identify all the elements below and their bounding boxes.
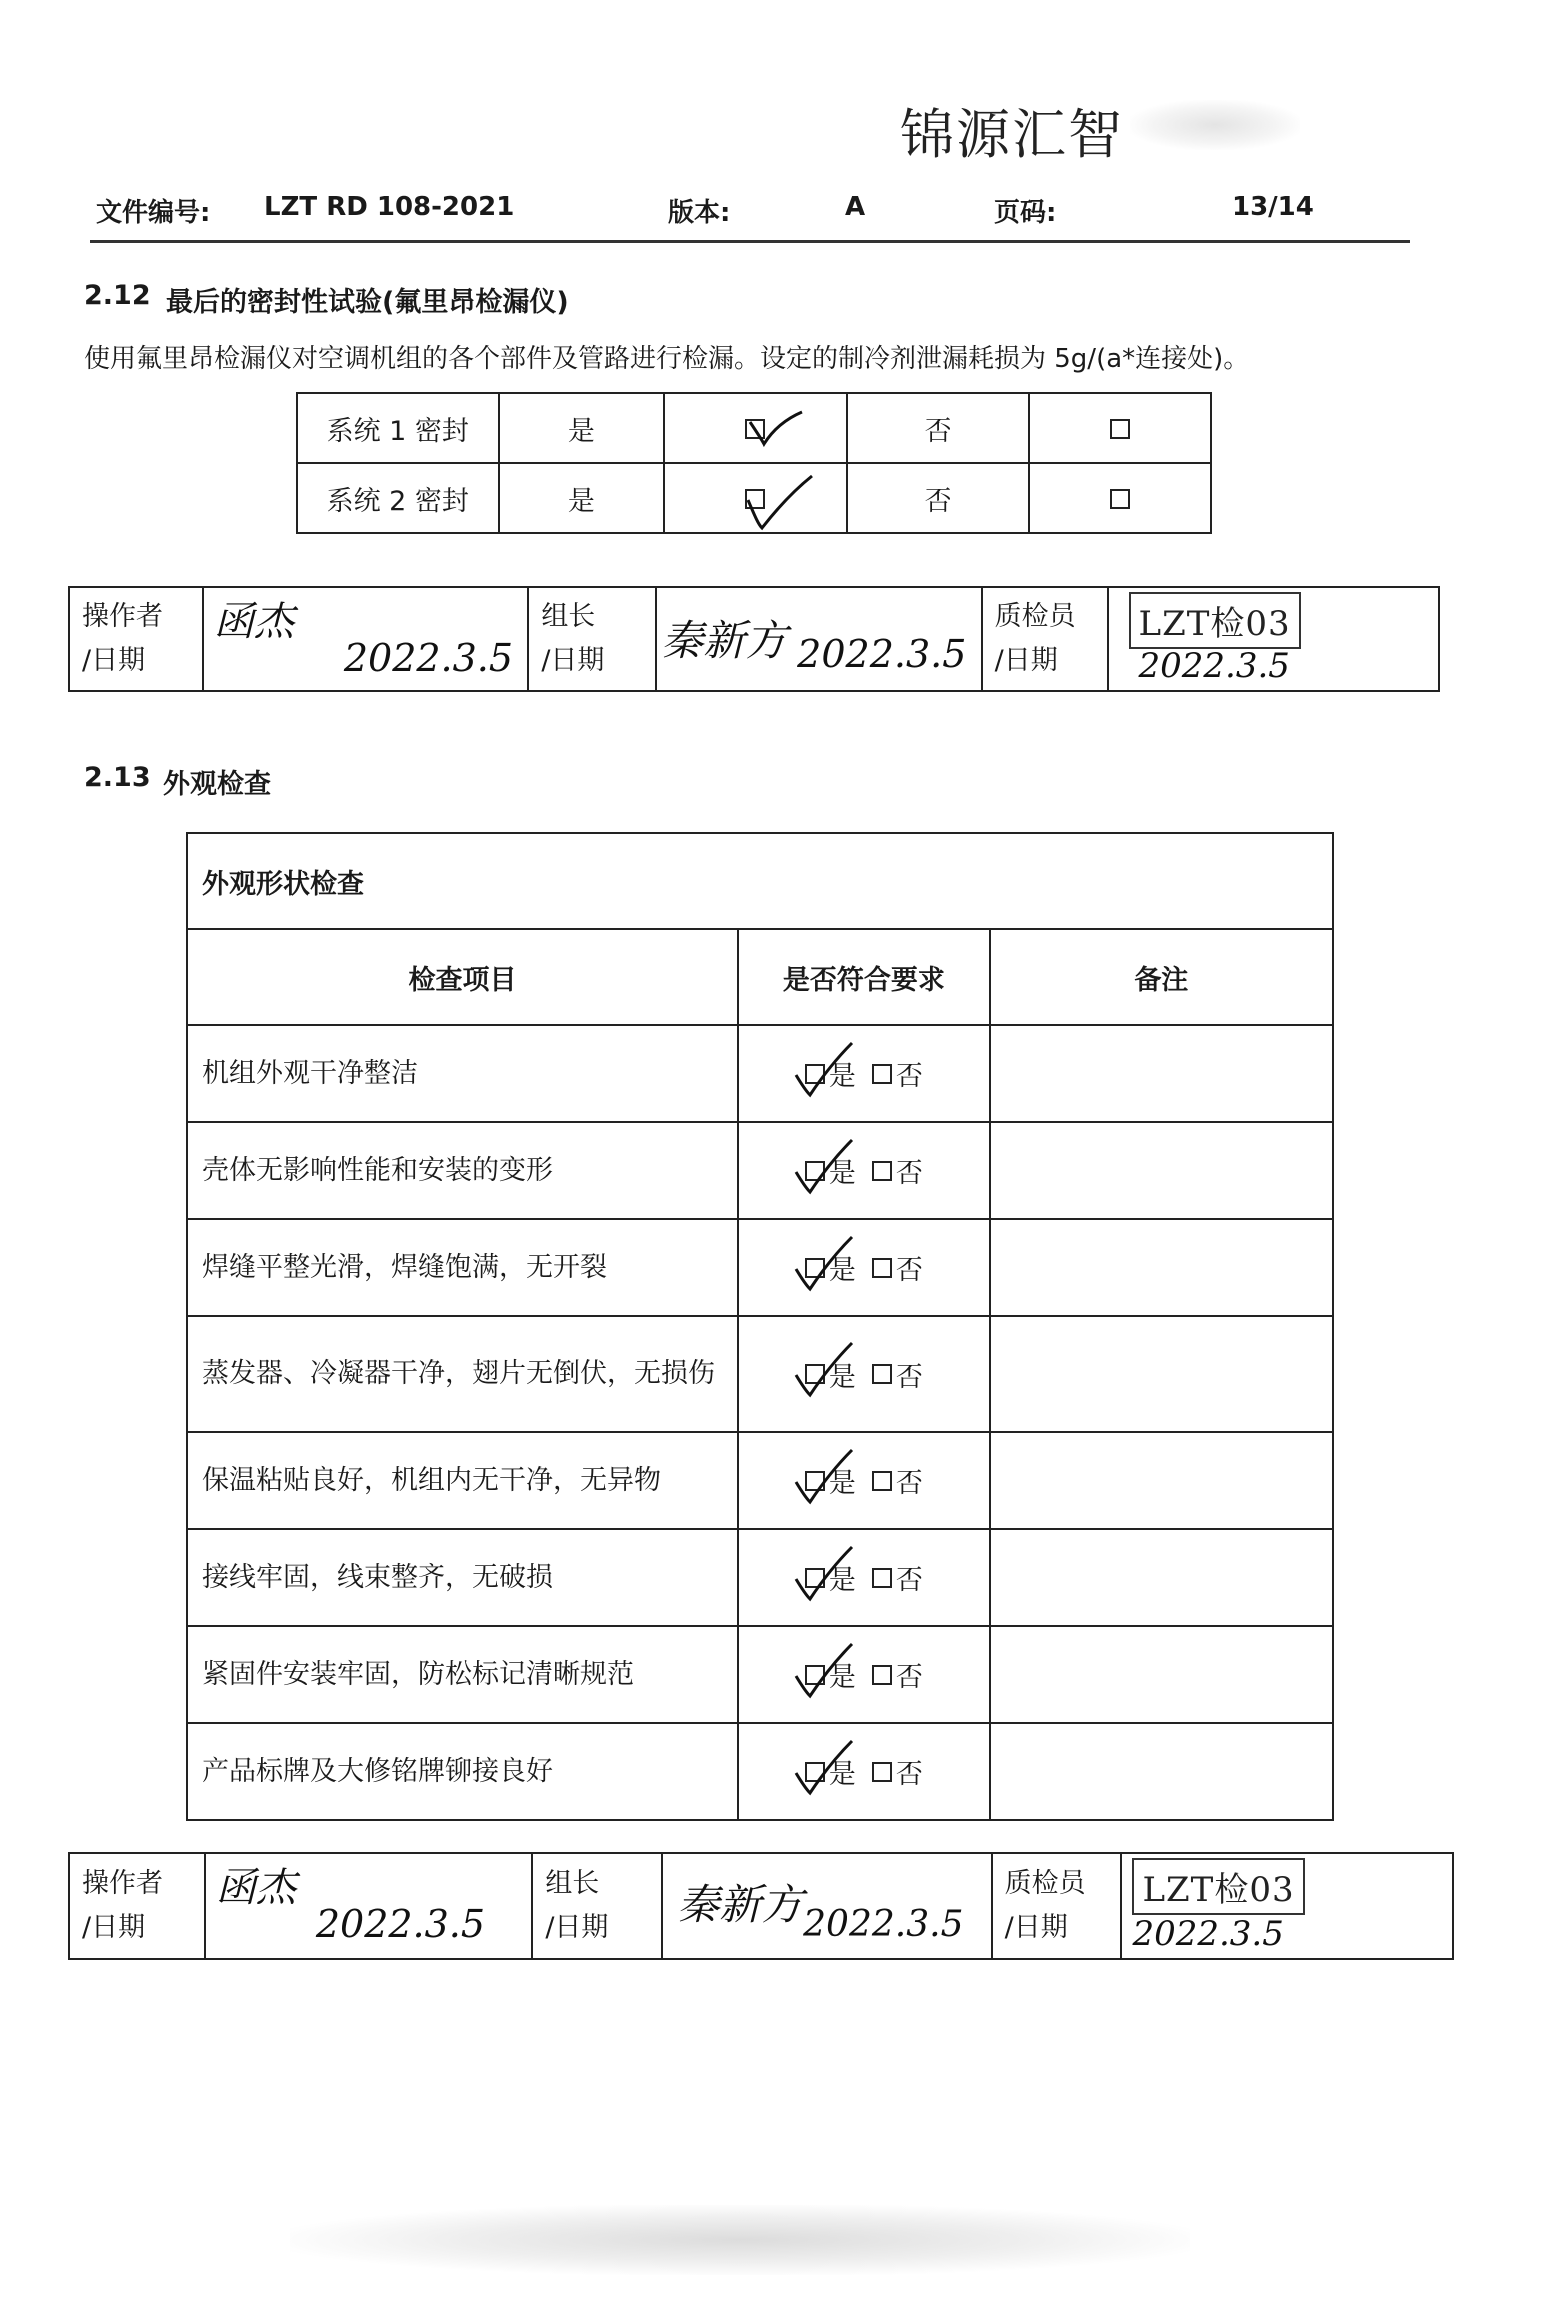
blurred-footer-mark bbox=[290, 2205, 1190, 2275]
no-label: 否 bbox=[895, 1468, 923, 1499]
conform-options bbox=[738, 1626, 990, 1723]
operator-signature-cell bbox=[205, 1853, 532, 1959]
col-header-conform: 是否符合要求 bbox=[738, 929, 990, 1025]
conform-no-checkbox[interactable] bbox=[872, 1655, 923, 1694]
check-item-label: 紧固件安装牢固，防松标记清晰规范 bbox=[187, 1626, 738, 1723]
checkbox-icon bbox=[872, 1364, 892, 1384]
leader-signature: 秦新方 bbox=[661, 616, 788, 665]
seal-row-1-yes-label: 是 bbox=[499, 393, 665, 463]
check-item-label: 焊缝平整光滑，焊缝饱满，无开裂 bbox=[187, 1219, 738, 1316]
leader-signature-cell bbox=[662, 1853, 991, 1959]
handwritten-check-icon bbox=[790, 1035, 860, 1105]
doc-no-label: 文件编号: bbox=[96, 198, 211, 228]
checkbox-icon bbox=[1110, 419, 1130, 439]
table-row bbox=[187, 1529, 1333, 1626]
leader-label: 组长 /日期 bbox=[532, 1853, 662, 1959]
operator-label: 操作者 /日期 bbox=[69, 587, 203, 691]
section-213-title: 外观检查 bbox=[163, 769, 271, 800]
qc-date: 2022.3.5 bbox=[1138, 646, 1290, 686]
leader-date: 2022.3.5 bbox=[797, 632, 967, 676]
doc-no: LZT RD 108-2021 bbox=[264, 192, 515, 222]
version-value: A bbox=[845, 192, 866, 222]
conform-options bbox=[738, 1122, 990, 1219]
conform-options bbox=[738, 1723, 990, 1820]
no-label: 否 bbox=[895, 1662, 923, 1693]
table-row bbox=[187, 1316, 1333, 1432]
seal-row-1-item: 系统 1 密封 bbox=[297, 393, 499, 463]
handwritten-check-icon bbox=[790, 1733, 860, 1803]
table-row bbox=[187, 1219, 1333, 1316]
conform-options bbox=[738, 1432, 990, 1529]
conform-options bbox=[738, 1529, 990, 1626]
col-header-item: 检查项目 bbox=[187, 929, 738, 1025]
remark-cell bbox=[990, 1219, 1333, 1316]
leader-signature-cell bbox=[656, 587, 981, 691]
handwritten-check-icon bbox=[790, 1132, 860, 1202]
operator-date: 2022.3.5 bbox=[343, 636, 514, 680]
checkbox-icon bbox=[872, 1762, 892, 1782]
company-logo: 锦源汇智 bbox=[900, 103, 1124, 166]
yes-label: 是 bbox=[828, 1255, 856, 1286]
remark-cell bbox=[990, 1122, 1333, 1219]
operator-signature-cell bbox=[203, 587, 528, 691]
operator-label: 操作者 /日期 bbox=[69, 1853, 205, 1959]
checkbox-icon bbox=[872, 1665, 892, 1685]
table-row bbox=[187, 1025, 1333, 1122]
no-label: 否 bbox=[895, 1759, 923, 1790]
qc-stamp-cell bbox=[1121, 1853, 1453, 1959]
handwritten-check-icon bbox=[790, 1229, 860, 1299]
operator-signature: 函杰 bbox=[213, 599, 294, 645]
conform-no-checkbox[interactable] bbox=[872, 1558, 923, 1597]
conform-no-checkbox[interactable] bbox=[872, 1151, 923, 1190]
seal-row-2-no-label: 否 bbox=[847, 463, 1030, 533]
table-row bbox=[187, 1432, 1333, 1529]
check-item-label: 机组外观干净整洁 bbox=[187, 1025, 738, 1122]
seal-row-2-yes-label: 是 bbox=[499, 463, 665, 533]
conform-options bbox=[738, 1025, 990, 1122]
signoff-table-2 bbox=[68, 1852, 1454, 1960]
no-label: 否 bbox=[895, 1158, 923, 1189]
handwritten-check-icon bbox=[740, 400, 810, 460]
qc-stamp: LZT检03 bbox=[1132, 1858, 1304, 1915]
qc-date: 2022.3.5 bbox=[1132, 1914, 1284, 1954]
conform-no-checkbox[interactable] bbox=[872, 1355, 923, 1394]
handwritten-check-icon bbox=[790, 1636, 860, 1706]
yes-label: 是 bbox=[828, 1468, 856, 1499]
yes-label: 是 bbox=[828, 1361, 856, 1393]
check-item-label: 蒸发器、冷凝器干净，翅片无倒伏，无损伤 bbox=[187, 1316, 738, 1432]
table-row bbox=[187, 1723, 1333, 1820]
checkbox-icon bbox=[872, 1161, 892, 1181]
page-number: 13/14 bbox=[1232, 192, 1314, 222]
operator-date: 2022.3.5 bbox=[315, 1902, 486, 1946]
remark-cell bbox=[990, 1432, 1333, 1529]
conform-no-checkbox[interactable] bbox=[872, 1752, 923, 1791]
section-213-number: 2.13 bbox=[84, 762, 151, 793]
leader-label: 组长 /日期 bbox=[528, 587, 656, 691]
seal-row-1-no-checkbox[interactable] bbox=[1029, 393, 1211, 463]
leader-date: 2022.3.5 bbox=[803, 1904, 964, 1945]
table-row bbox=[187, 1626, 1333, 1723]
blurred-logo-mark bbox=[1130, 100, 1300, 150]
leader-signature: 秦新方 bbox=[677, 1880, 804, 1929]
page-label: 页码: bbox=[994, 198, 1057, 228]
handwritten-check-icon bbox=[790, 1539, 860, 1609]
seal-row-2-no-checkbox[interactable] bbox=[1029, 463, 1211, 533]
checkbox-icon bbox=[872, 1064, 892, 1084]
checkbox-icon bbox=[872, 1568, 892, 1588]
table-row bbox=[187, 1122, 1333, 1219]
qc-label: 质检员 /日期 bbox=[982, 587, 1108, 691]
conform-no-checkbox[interactable] bbox=[872, 1054, 923, 1093]
version-label: 版本: bbox=[668, 198, 731, 228]
no-label: 否 bbox=[895, 1565, 923, 1596]
check-item-label: 壳体无影响性能和安装的变形 bbox=[187, 1122, 738, 1219]
yes-label: 是 bbox=[828, 1565, 856, 1596]
header-divider bbox=[90, 240, 1410, 243]
conform-options bbox=[738, 1316, 990, 1432]
handwritten-check-icon bbox=[790, 1335, 860, 1405]
yes-label: 是 bbox=[828, 1158, 856, 1189]
remark-cell bbox=[990, 1529, 1333, 1626]
yes-label: 是 bbox=[828, 1061, 856, 1092]
remark-cell bbox=[990, 1626, 1333, 1723]
conform-no-checkbox[interactable] bbox=[872, 1248, 923, 1287]
appearance-table-title: 外观形状检查 bbox=[187, 833, 1333, 929]
checkbox-icon bbox=[1110, 489, 1130, 509]
section-212-number: 2.12 bbox=[84, 280, 151, 311]
yes-label: 是 bbox=[828, 1759, 856, 1790]
appearance-check-table bbox=[186, 832, 1334, 1821]
handwritten-check-icon bbox=[790, 1442, 860, 1512]
seal-row-2-item: 系统 2 密封 bbox=[297, 463, 499, 533]
operator-signature: 函杰 bbox=[215, 1865, 296, 1911]
no-label: 否 bbox=[895, 1061, 923, 1092]
col-header-remark: 备注 bbox=[990, 929, 1333, 1025]
checkbox-icon bbox=[872, 1258, 892, 1278]
remark-cell bbox=[990, 1316, 1333, 1432]
remark-cell bbox=[990, 1025, 1333, 1122]
no-label: 否 bbox=[895, 1361, 923, 1393]
seal-row-1-no-label: 否 bbox=[847, 393, 1030, 463]
check-item-label: 保温粘贴良好，机组内无干净，无异物 bbox=[187, 1432, 738, 1529]
no-label: 否 bbox=[895, 1255, 923, 1286]
check-item-label: 接线牢固，线束整齐，无破损 bbox=[187, 1529, 738, 1626]
yes-label: 是 bbox=[828, 1662, 856, 1693]
section-212-title: 最后的密封性试验(氟里昂检漏仪) bbox=[166, 287, 569, 318]
qc-stamp-cell bbox=[1108, 587, 1440, 691]
check-item-label: 产品标牌及大修铭牌铆接良好 bbox=[187, 1723, 738, 1820]
signoff-table-1 bbox=[68, 586, 1440, 692]
conform-no-checkbox[interactable] bbox=[872, 1461, 923, 1500]
conform-options bbox=[738, 1219, 990, 1316]
qc-stamp: LZT检03 bbox=[1129, 592, 1301, 649]
qc-label: 质检员 /日期 bbox=[992, 1853, 1122, 1959]
remark-cell bbox=[990, 1723, 1333, 1820]
handwritten-check-icon bbox=[740, 470, 820, 540]
checkbox-icon bbox=[872, 1471, 892, 1491]
section-212-description: 使用氟里昂检漏仪对空调机组的各个部件及管路进行检漏。设定的制冷剂泄漏耗损为 5g/(a*连接处)。 bbox=[84, 344, 1250, 374]
